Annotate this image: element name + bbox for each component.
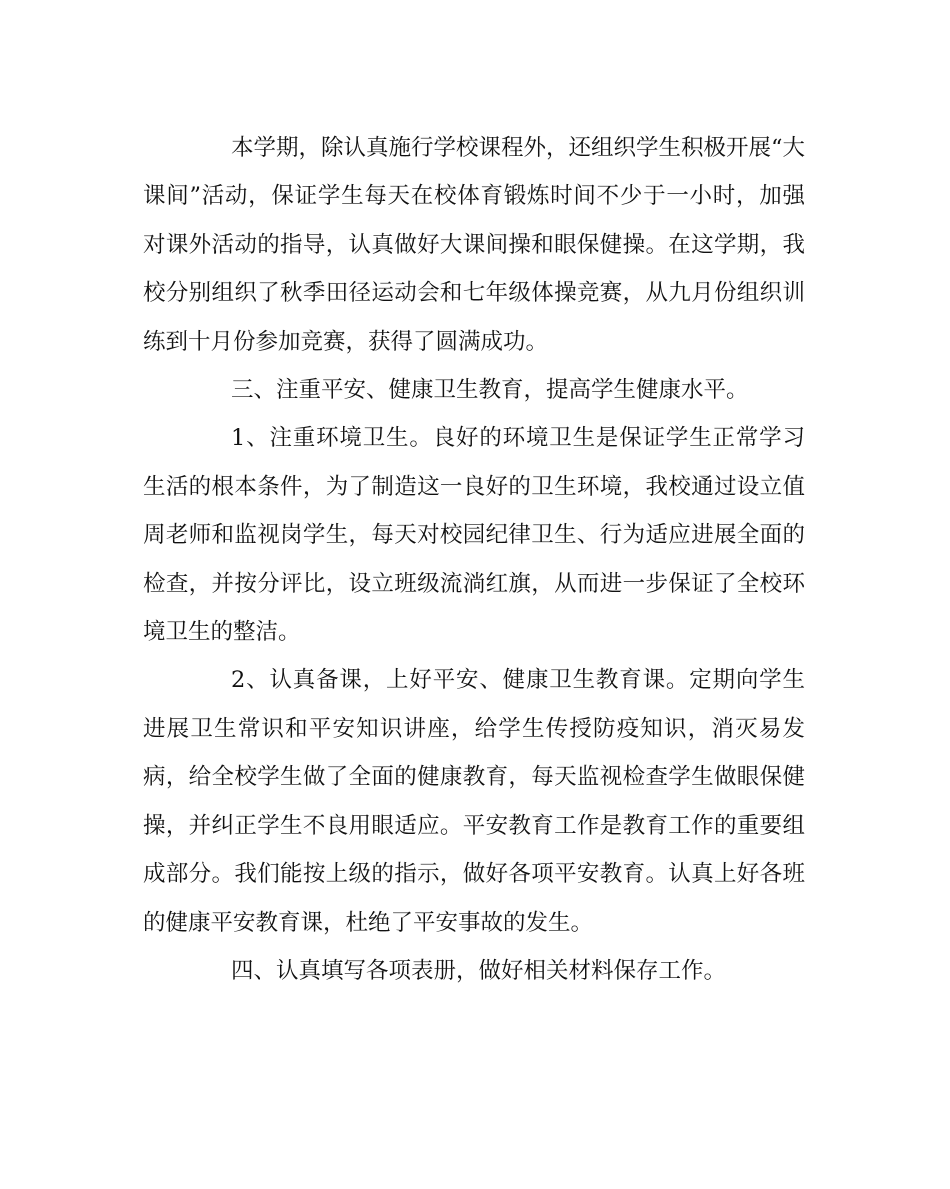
- paragraph-environment-hygiene: 1、注重环境卫生。良好的环境卫生是保证学生正常学习生活的根本条件，为了制造这一良好的卫生环境，我校通过设立值周老师和监视岗学生，每天对校园纪律卫生、行为适应进展全面的检查，并按分评比，设立班级流淌红旗，从而进一步保证了全校环境卫生的整洁。: [143, 425, 805, 646]
- paragraph-health-education: 2、认真备课，上好平安、健康卫生教育课。定期向学生进展卫生常识和平安知识讲座，给学生传授防疫知识，消灭易发病，给全校学生做了全面的健康教育，每天监视检查学生做眼保健操，并纠正学生不良用眼适应。平安教育工作是教育工作的重要组成部分。我们能按上级的指示，做好各项平安教育。认真上好各班的健康平安教育课，杜绝了平安事故的发生。: [143, 667, 805, 936]
- section-heading-safety-health: 三、注重平安、健康卫生教育，提高学生健康水平。: [231, 377, 749, 404]
- section-heading-records: 四、认真填写各项表册，做好相关材料保存工作。: [231, 957, 727, 984]
- paragraph-activities: 本学期，除认真施行学校课程外，还组织学生积极开展“大课间”活动，保证学生每天在校体育锻炼时间不少于一小时，加强对课外活动的指导，认真做好大课间操和眼保健操。在这学期，我校分别组织了秋季田径运动会和七年级体操竞赛，从九月份组织训练到十月份参加竞赛，获得了圆满成功。: [143, 135, 806, 355]
- document-body: [143, 124, 805, 995]
